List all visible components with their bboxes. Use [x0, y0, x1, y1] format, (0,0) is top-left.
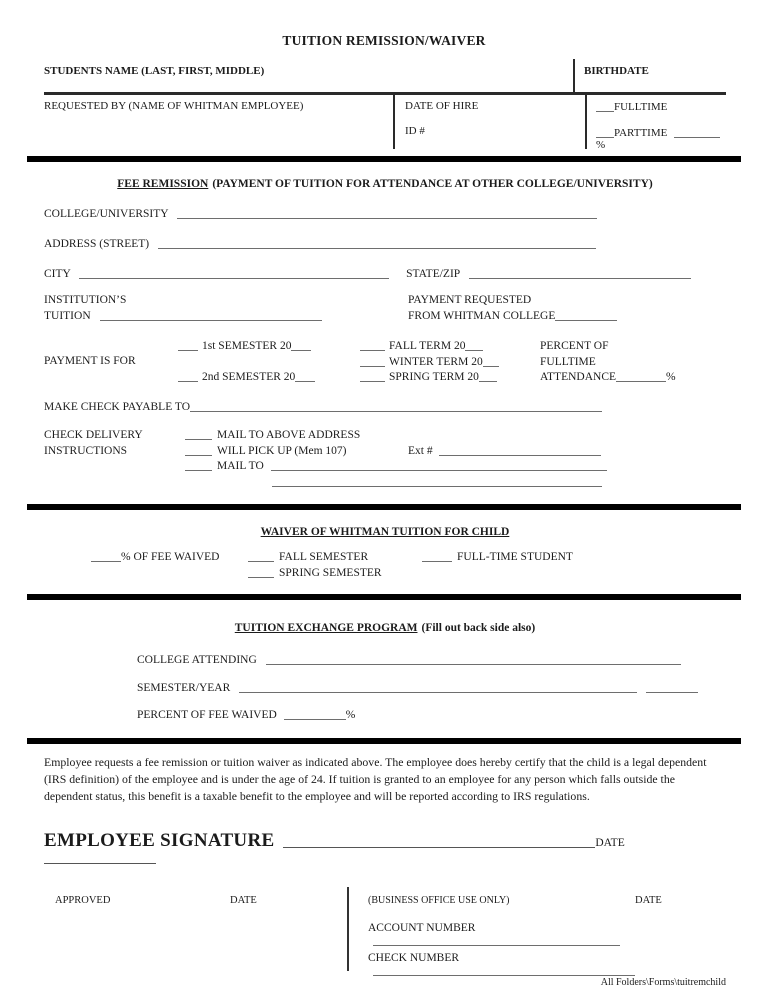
account-number-input-line[interactable] [373, 934, 620, 946]
business-office-label: (BUSINESS OFFICE USE ONLY) [368, 895, 510, 907]
mail-to-label: MAIL TO [217, 460, 264, 472]
payment-requested-label: PAYMENT REQUESTED [408, 294, 532, 306]
fee-remission-heading-rest: (PAYMENT OF TUITION FOR ATTENDANCE AT OTHER COLLEGE/UNIVERSITY) [212, 178, 653, 190]
semester2-year-line[interactable] [295, 370, 315, 382]
semester-year-row [137, 681, 726, 694]
spring-term-year-line[interactable] [479, 370, 497, 382]
check-delivery-label: CHECK DELIVERY [44, 429, 143, 441]
semester1-check-line[interactable] [178, 339, 198, 351]
parttime-percent-sign: % [596, 139, 606, 151]
from-whitman-college-label: FROM WHITMAN COLLEGE [408, 309, 556, 322]
fulltime-word-label: FULLTIME [540, 355, 596, 368]
percent-fee-waived-input-line[interactable] [284, 708, 346, 720]
percent-fee-waived-label: PERCENT OF FEE WAIVED [137, 709, 277, 721]
winter-term-year-line[interactable] [483, 355, 499, 367]
state-zip-input-line[interactable] [469, 267, 691, 279]
city-state-row [44, 267, 726, 280]
section-divider-bar [27, 156, 741, 162]
college-attending-row [137, 653, 726, 666]
semester-year-input-line-2[interactable] [646, 681, 698, 693]
date-of-hire-label: DATE OF HIRE [405, 100, 479, 112]
college-university-input-line[interactable] [177, 207, 597, 219]
college-university-label: COLLEGE/UNIVERSITY [44, 208, 169, 220]
parttime-label: PARTTIME [614, 127, 668, 139]
approval-office-block [44, 885, 726, 975]
address-street-input-line[interactable] [158, 237, 596, 249]
account-number-label: ACCOUNT NUMBER [368, 922, 476, 935]
employee-signature-label: EMPLOYEE SIGNATURE [44, 830, 275, 852]
fall-semester-check-line[interactable] [248, 550, 274, 562]
section-divider-bar [27, 594, 741, 600]
mail-to-input-line-2[interactable] [272, 475, 602, 487]
fulltime-student-label: FULL-TIME STUDENT [457, 551, 573, 563]
instructions-label: INSTRUCTIONS [44, 444, 128, 457]
fulltime-student-check-line[interactable] [422, 550, 452, 562]
institutions-label: INSTITUTION’S [44, 294, 127, 306]
semester1-year-line[interactable] [291, 339, 311, 351]
id-number-label: ID # [405, 125, 425, 137]
tuition-exchange-heading-rest: (Fill out back side also) [421, 622, 536, 634]
check-number-input-line[interactable] [373, 964, 635, 976]
address-street-row [44, 237, 726, 250]
fulltime-label: FULLTIME [614, 101, 668, 113]
employee-signature-line[interactable] [283, 836, 595, 848]
spring-semester-check-line[interactable] [248, 566, 274, 578]
requested-by-label: REQUESTED BY (NAME OF WHITMAN EMPLOYEE) [44, 100, 304, 112]
spring-semester-label: SPRING SEMESTER [279, 566, 382, 579]
state-zip-label: STATE/ZIP [406, 268, 460, 280]
pickup-check-line[interactable] [185, 444, 212, 456]
tuition-payment-row [44, 293, 726, 324]
fee-remission-heading-underlined: FEE REMISSION [117, 178, 209, 190]
payment-is-for-label: PAYMENT IS FOR [44, 355, 136, 367]
semester2-label: 2nd SEMESTER 20 [202, 371, 296, 383]
section-divider-bar [27, 738, 741, 744]
mail-above-check-line[interactable] [185, 428, 212, 440]
fall-term-check-line[interactable] [360, 339, 385, 351]
fall-semester-label: FALL SEMESTER [279, 551, 369, 563]
tuition-input-line[interactable] [100, 309, 322, 321]
signature-date-label: DATE [595, 837, 625, 850]
section-divider-bar [27, 504, 741, 510]
spring-term-check-line[interactable] [360, 370, 385, 382]
waiver-child-row [44, 550, 726, 582]
form-title: TUITION REMISSION/WAIVER [282, 33, 486, 48]
percent-fee-waived-sign: % [345, 709, 356, 721]
approved-date-label: DATE [230, 895, 257, 907]
pickup-label: WILL PICK UP (Mem 107) [217, 444, 347, 457]
percent-of-label: PERCENT OF [540, 340, 609, 352]
semester-year-input-line[interactable] [239, 681, 637, 693]
footer-path: All Folders\Forms\tuitremchild [600, 977, 726, 989]
students-name-label: STUDENTS NAME (LAST, FIRST, MIDDLE) [44, 65, 265, 77]
mail-above-label: MAIL TO ABOVE ADDRESS [217, 429, 361, 441]
tuition-exchange-heading [44, 622, 726, 634]
certification-paragraph: Employee requests a fee remission or tuition waiver as indicated above. The employee does hereby certify that the child is a legal dependent (IRS definition) of the employee and is under the age of 24. If tuition is granted to an employee for any person which falls outside the dependent status, this benefit is a taxable benefit to the employee and will be reported according to IRS regulations. [44, 755, 707, 803]
fulltime-check-line[interactable] [596, 100, 614, 112]
payment-requested-input-line[interactable] [555, 309, 617, 321]
fee-remission-heading [44, 178, 726, 190]
parttime-percent-line[interactable] [674, 126, 720, 138]
college-attending-label: COLLEGE ATTENDING [137, 654, 257, 666]
address-street-label: ADDRESS (STREET) [44, 238, 150, 250]
attendance-percent-sign: % [666, 371, 676, 383]
fall-term-label: FALL TERM 20 [389, 340, 466, 352]
college-university-row [44, 207, 726, 220]
college-attending-input-line[interactable] [266, 653, 681, 665]
ext-label: Ext # [408, 444, 433, 457]
signature-date-line[interactable] [44, 852, 156, 864]
birthdate-label: BIRTHDATE [573, 59, 726, 92]
payment-is-for-grid [44, 339, 726, 387]
fee-waived-percent-line[interactable] [91, 550, 121, 562]
semester2-check-line[interactable] [178, 370, 198, 382]
semester-year-label: SEMESTER/YEAR [137, 682, 231, 694]
employee-signature-row [44, 830, 726, 865]
mail-to-check-line[interactable] [185, 459, 212, 471]
attendance-label: ATTENDANCE [540, 371, 617, 383]
check-delivery-block [44, 428, 726, 492]
fall-term-year-line[interactable] [465, 339, 483, 351]
winter-term-check-line[interactable] [360, 355, 385, 367]
attendance-percent-line[interactable] [616, 370, 666, 382]
approved-label: APPROVED [55, 895, 111, 907]
make-check-payable-row [44, 400, 726, 413]
check-number-label: CHECK NUMBER [368, 952, 460, 965]
make-check-payable-input-line[interactable] [190, 400, 602, 412]
spring-term-label: SPRING TERM 20 [389, 371, 479, 383]
city-label: CITY [44, 268, 71, 280]
office-date-label: DATE [635, 895, 662, 907]
city-input-line[interactable] [79, 267, 389, 279]
percent-fee-waived-row [137, 708, 726, 721]
parttime-check-line[interactable] [596, 126, 614, 138]
waiver-child-heading: WAIVER OF WHITMAN TUITION FOR CHILD [260, 526, 510, 538]
ext-input-line[interactable] [439, 444, 601, 456]
tuition-label: TUITION [44, 309, 91, 322]
fee-waived-label: % OF FEE WAIVED [121, 551, 220, 563]
office-vertical-divider [347, 887, 349, 971]
mail-to-input-line[interactable] [271, 459, 607, 471]
make-check-payable-label: MAKE CHECK PAYABLE TO [44, 401, 191, 413]
tuition-exchange-heading-underlined: TUITION EXCHANGE PROGRAM [234, 622, 418, 634]
winter-term-label: WINTER TERM 20 [389, 355, 483, 368]
student-info-table [44, 59, 726, 149]
semester1-label: 1st SEMESTER 20 [202, 340, 292, 352]
